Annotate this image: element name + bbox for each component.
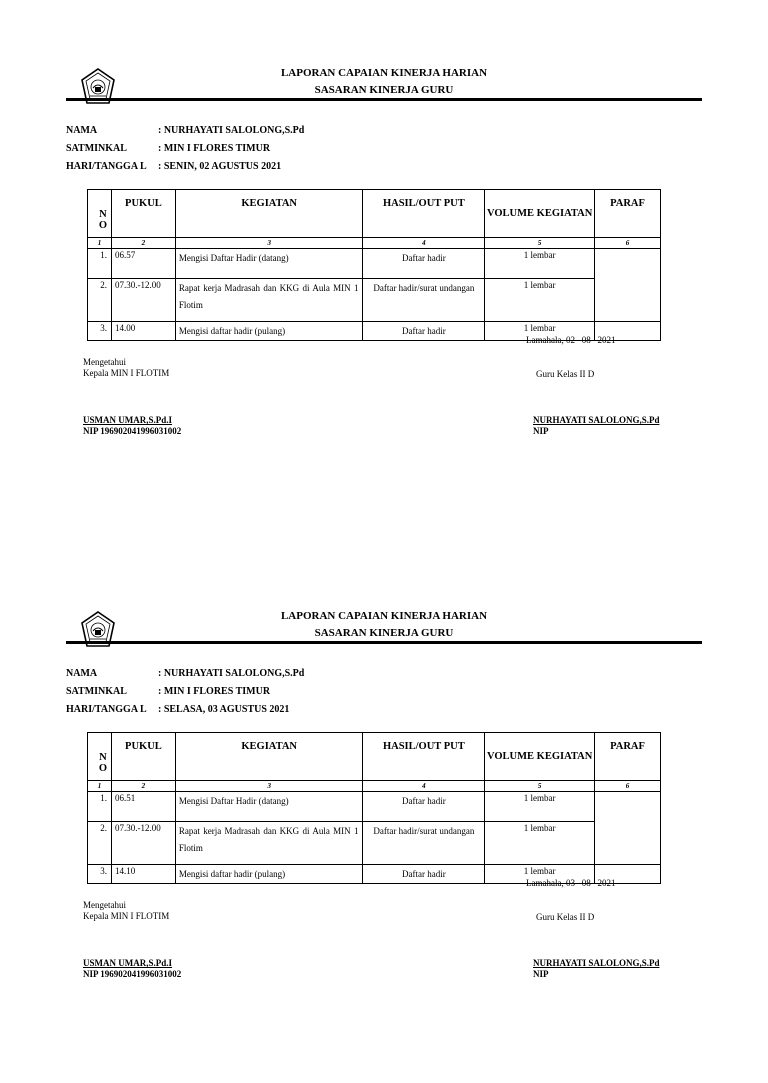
- approver-nip: NIP 196902041996031002: [83, 426, 182, 436]
- col-number: 4: [363, 238, 485, 249]
- table-row: [88, 249, 661, 279]
- place-date: Lamahala, 02– 08– 2021: [526, 335, 616, 345]
- cell-volume: 1 lembar: [485, 322, 595, 341]
- approver-position: Kepala MIN I FLOTIM: [83, 368, 170, 378]
- col-header-pukul: PUKUL: [111, 733, 175, 781]
- activity-table: [87, 189, 661, 341]
- info-value: : NURHAYATI SALOLONG,S.Pd: [158, 125, 305, 136]
- col-number: 1: [88, 781, 112, 792]
- col-header-kegiatan: KEGIATAN: [175, 733, 363, 781]
- col-header-no: N O: [88, 733, 112, 781]
- daily-report: [0, 543, 768, 1083]
- cell-no: 1.: [88, 792, 112, 822]
- approver-caption: Mengetahui: [83, 357, 126, 367]
- info-value: : SENIN, 02 AGUSTUS 2021: [158, 161, 282, 172]
- info-label: SATMINKAL: [66, 686, 127, 697]
- approver-position: Kepala MIN I FLOTIM: [83, 911, 170, 921]
- col-header-volume: VOLUME KEGIATAN: [485, 733, 595, 781]
- col-number: 6: [595, 781, 661, 792]
- info-label: SATMINKAL: [66, 143, 127, 154]
- teacher-name: NURHAYATI SALOLONG,S.Pd: [533, 415, 660, 425]
- approver-nip: NIP 196902041996031002: [83, 969, 182, 979]
- table-header-row: [88, 190, 661, 238]
- cell-paraf: [595, 249, 661, 322]
- approver-name: USMAN UMAR,S.Pd.I: [83, 958, 173, 968]
- info-value: : SELASA, 03 AGUSTUS 2021: [158, 704, 290, 715]
- cell-no: 3.: [88, 322, 112, 341]
- cell-kegiatan: Mengisi daftar hadir (pulang): [175, 322, 363, 341]
- cell-kegiatan: Rapat kerja Madrasah dan KKG di Aula MIN 1 Flotim: [175, 279, 363, 322]
- col-number: 1: [88, 238, 112, 249]
- col-number: 3: [175, 238, 363, 249]
- teacher-signature: [533, 958, 659, 980]
- approver-caption: Mengetahui: [83, 900, 126, 910]
- cell-no: 1.: [88, 249, 112, 279]
- cell-hasil: Daftar hadir: [363, 792, 485, 822]
- cell-no: 3.: [88, 865, 112, 884]
- info-value: : MIN I FLORES TIMUR: [158, 143, 271, 154]
- teacher-signature: [533, 415, 659, 437]
- info-label: HARI/TANGGA L: [66, 704, 147, 715]
- cell-volume: 1 lembar: [485, 249, 595, 279]
- cell-hasil: Daftar hadir: [363, 322, 485, 341]
- cell-kegiatan: Mengisi Daftar Hadir (datang): [175, 249, 363, 279]
- cell-hasil: Daftar hadir: [363, 249, 485, 279]
- cell-pukul: 07.30.-12.00: [111, 822, 175, 865]
- teacher-position: Guru Kelas II D: [536, 369, 595, 379]
- column-number-row: [88, 238, 661, 249]
- approver-name: USMAN UMAR,S.Pd.I: [83, 415, 173, 425]
- col-number: 6: [595, 238, 661, 249]
- cell-pukul: 07.30.-12.00: [111, 279, 175, 322]
- table-row: [88, 279, 661, 322]
- teacher-name: NURHAYATI SALOLONG,S.Pd: [533, 958, 660, 968]
- approver-block: [83, 357, 169, 379]
- col-header-hasil: HASIL/OUT PUT: [363, 190, 485, 238]
- col-header-pukul: PUKUL: [111, 190, 175, 238]
- table-row: [88, 792, 661, 822]
- cell-kegiatan: Mengisi Daftar Hadir (datang): [175, 792, 363, 822]
- col-header-paraf: PARAF: [595, 190, 661, 238]
- col-header-volume: VOLUME KEGIATAN: [485, 190, 595, 238]
- daily-report: [0, 0, 768, 540]
- info-value: : NURHAYATI SALOLONG,S.Pd: [158, 668, 305, 679]
- info-label: NAMA: [66, 668, 98, 679]
- col-header-no: N O: [88, 190, 112, 238]
- col-number: 2: [111, 238, 175, 249]
- cell-no: 2.: [88, 822, 112, 865]
- col-number: 3: [175, 781, 363, 792]
- place-date: Lamahala, 03– 08– 2021: [526, 878, 616, 888]
- col-header-hasil: HASIL/OUT PUT: [363, 733, 485, 781]
- col-number: 5: [485, 238, 595, 249]
- report-title: LAPORAN CAPAIAN KINERJA HARIAN: [280, 67, 488, 79]
- teacher-nip: NIP: [533, 969, 549, 979]
- header-rule: [66, 98, 702, 101]
- approver-block: [83, 900, 169, 922]
- cell-kegiatan: Mengisi daftar hadir (pulang): [175, 865, 363, 884]
- col-header-paraf: PARAF: [595, 733, 661, 781]
- approver-signature: [83, 415, 181, 437]
- activity-table: [87, 732, 661, 884]
- approver-signature: [83, 958, 181, 980]
- cell-volume: 1 lembar: [485, 792, 595, 822]
- header-rule: [66, 641, 702, 644]
- cell-hasil: Daftar hadir/surat undangan: [363, 822, 485, 865]
- cell-volume: 1 lembar: [485, 822, 595, 865]
- info-label: HARI/TANGGA L: [66, 161, 147, 172]
- cell-kegiatan: Rapat kerja Madrasah dan KKG di Aula MIN 1 Flotim: [175, 822, 363, 865]
- col-number: 5: [485, 781, 595, 792]
- cell-hasil: Daftar hadir/surat undangan: [363, 279, 485, 322]
- col-number: 4: [363, 781, 485, 792]
- cell-volume: 1 lembar: [485, 279, 595, 322]
- cell-paraf: [595, 792, 661, 865]
- cell-pukul: 06.51: [111, 792, 175, 822]
- cell-hasil: Daftar hadir: [363, 865, 485, 884]
- report-subtitle: SASARAN KINERJA GURU: [314, 84, 454, 96]
- teacher-nip: NIP: [533, 426, 549, 436]
- cell-no: 2.: [88, 279, 112, 322]
- cell-pukul: 14.10: [111, 865, 175, 884]
- table-row: [88, 822, 661, 865]
- col-header-kegiatan: KEGIATAN: [175, 190, 363, 238]
- col-number: 2: [111, 781, 175, 792]
- info-value: : MIN I FLORES TIMUR: [158, 686, 271, 697]
- cell-volume: 1 lembar: [485, 865, 595, 884]
- cell-pukul: 06.57: [111, 249, 175, 279]
- report-subtitle: SASARAN KINERJA GURU: [314, 627, 454, 639]
- info-label: NAMA: [66, 125, 98, 136]
- table-header-row: [88, 733, 661, 781]
- report-title: LAPORAN CAPAIAN KINERJA HARIAN: [280, 610, 488, 622]
- column-number-row: [88, 781, 661, 792]
- teacher-position: Guru Kelas II D: [536, 912, 595, 922]
- cell-pukul: 14.00: [111, 322, 175, 341]
